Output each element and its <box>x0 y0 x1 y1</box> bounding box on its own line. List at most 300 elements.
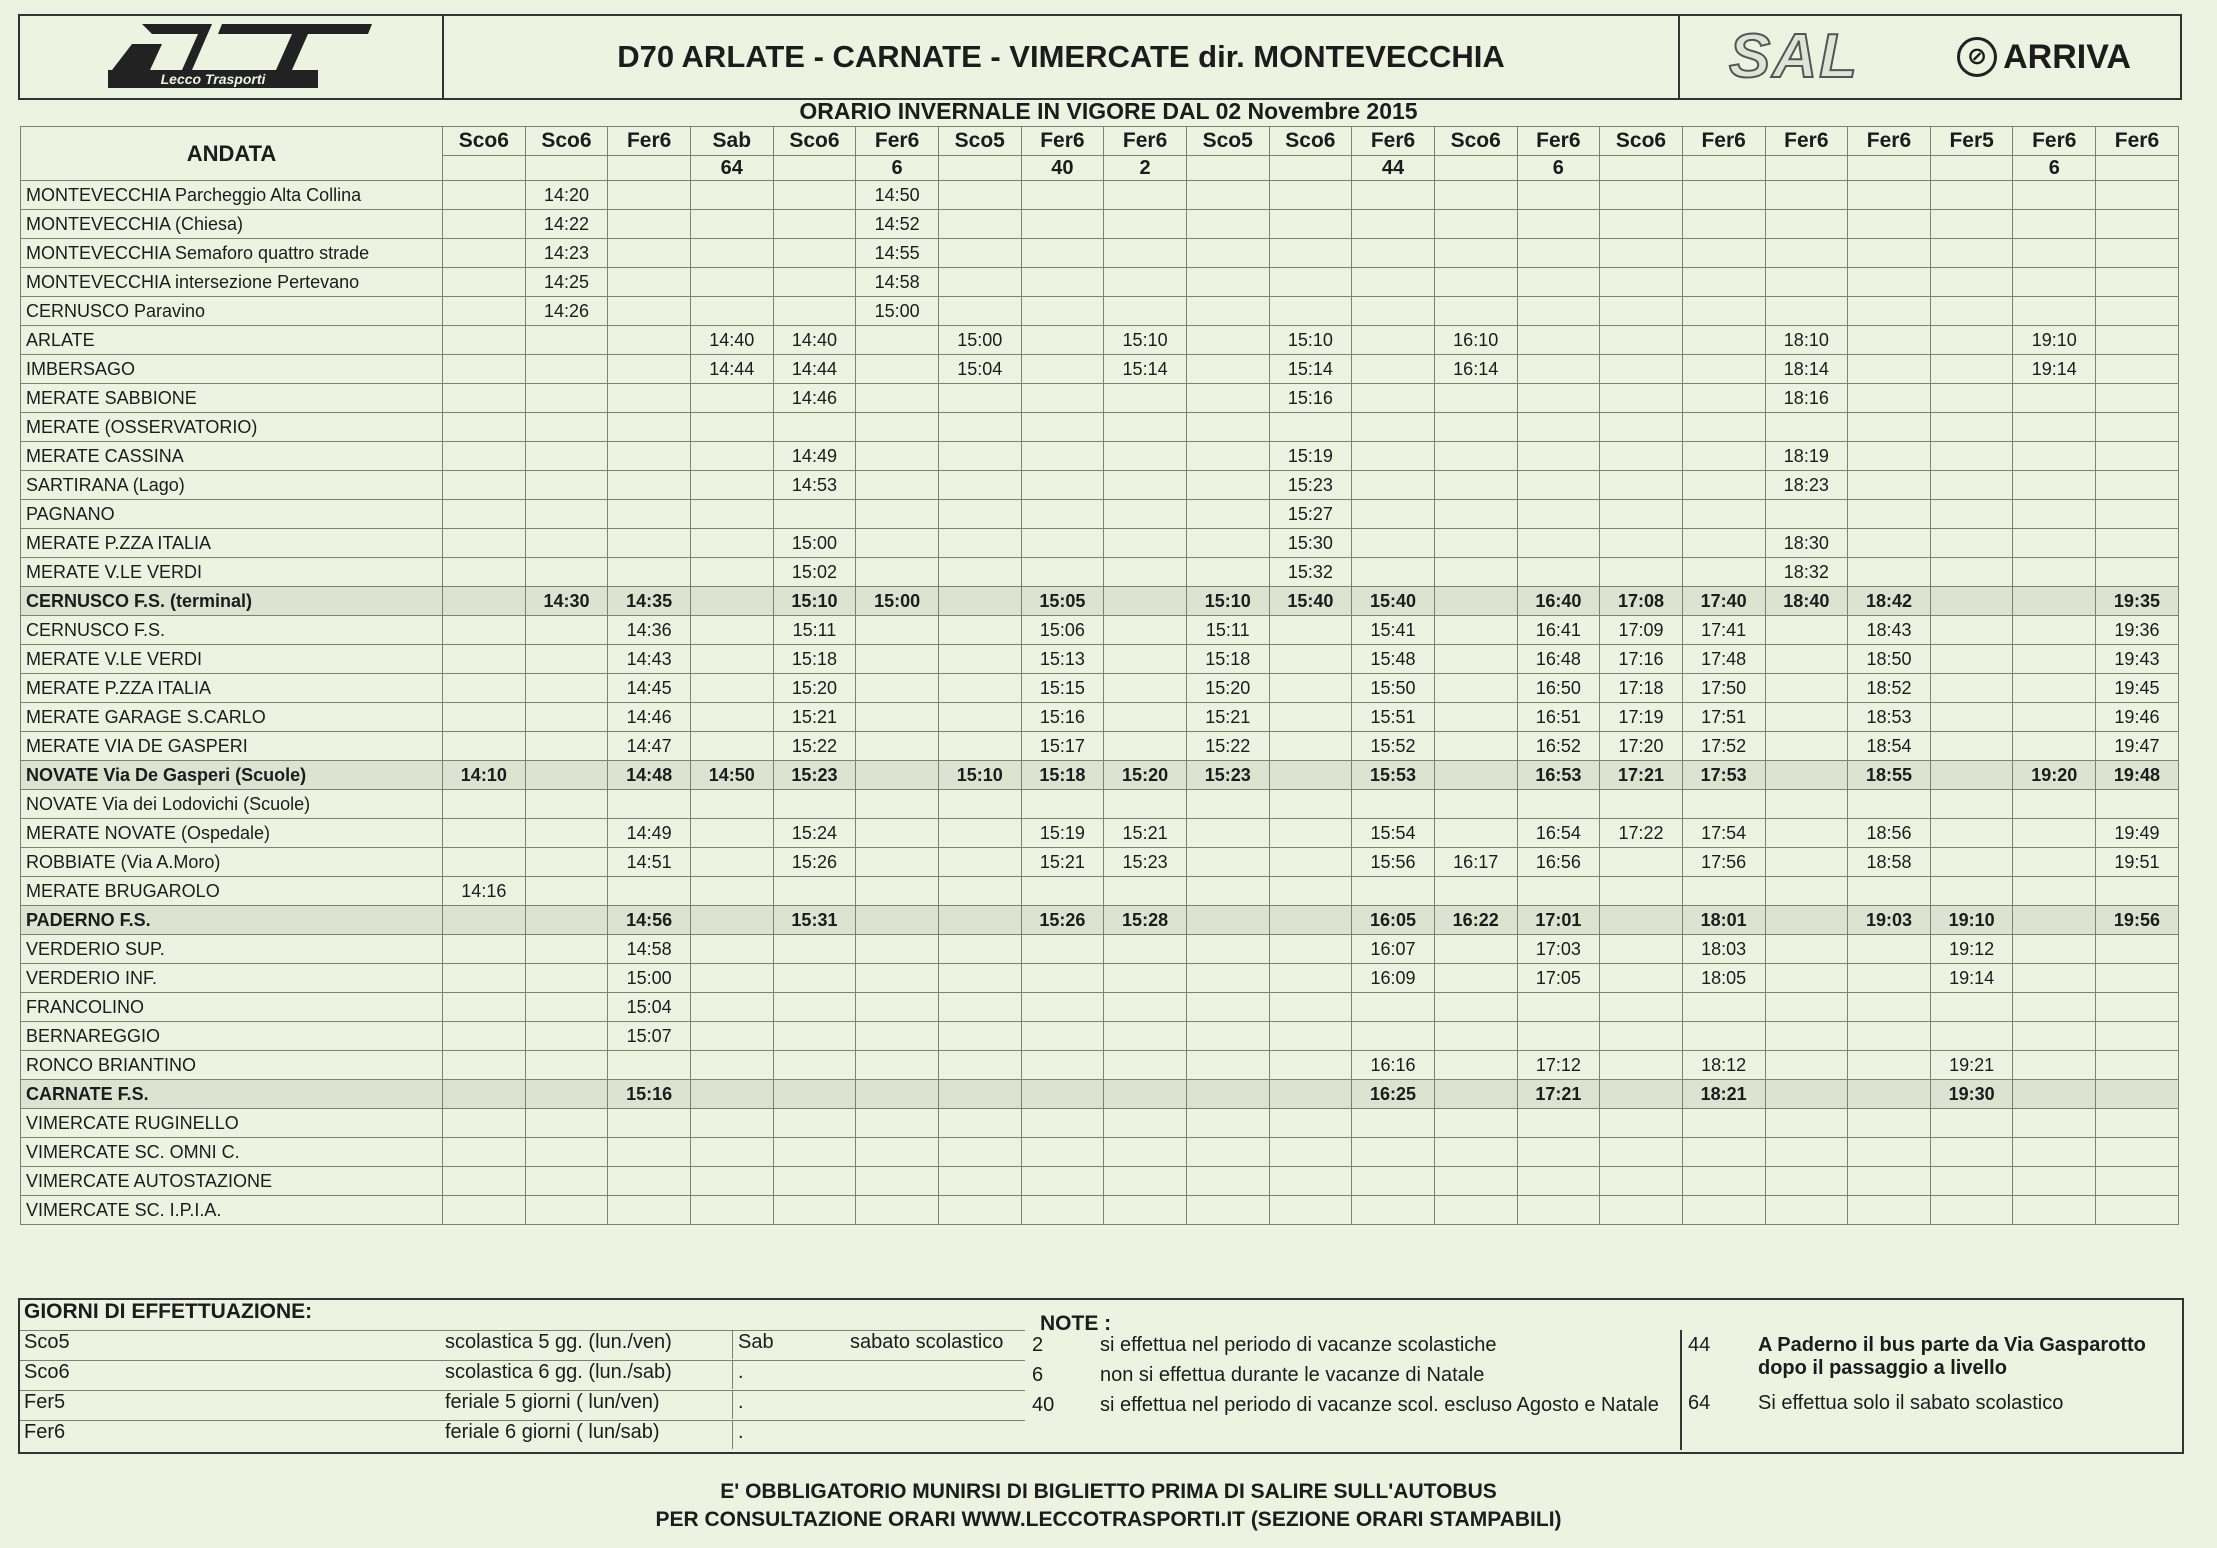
stop-name: CERNUSCO Paravino <box>21 297 443 326</box>
departure-time <box>2013 935 2096 964</box>
stop-row <box>21 761 2179 790</box>
departure-time: 16:41 <box>1517 616 1600 645</box>
departure-time <box>443 529 526 558</box>
departure-time <box>1682 1109 1765 1138</box>
departure-time <box>1104 674 1187 703</box>
departure-time: 14:46 <box>773 384 856 413</box>
departure-time <box>2013 442 2096 471</box>
departure-time <box>2096 500 2179 529</box>
departure-time: 15:22 <box>773 732 856 761</box>
departure-time <box>1269 181 1352 210</box>
note-text: non si effettua durante le vacanze di Natale <box>1100 1364 1485 1386</box>
legend-row <box>20 1420 1025 1449</box>
stop-row <box>21 732 2179 761</box>
departure-time: 14:56 <box>608 906 691 935</box>
departure-time <box>1517 268 1600 297</box>
departure-time <box>856 384 939 413</box>
departure-time <box>1848 181 1931 210</box>
departure-time <box>1104 413 1187 442</box>
departure-time <box>1104 500 1187 529</box>
departure-time <box>1269 1022 1352 1051</box>
stop-name: CERNUSCO F.S. (terminal) <box>21 587 443 616</box>
departure-time <box>773 935 856 964</box>
departure-time <box>1021 558 1104 587</box>
legend-code: Sco5 <box>24 1331 70 1353</box>
departure-time <box>525 1109 608 1138</box>
departure-time <box>690 964 773 993</box>
departure-time <box>1682 1167 1765 1196</box>
note-code: 2 <box>1032 1334 1044 1356</box>
departure-time <box>608 1109 691 1138</box>
departure-time <box>1600 1138 1683 1167</box>
departure-time <box>1434 877 1517 906</box>
departure-time <box>1021 210 1104 239</box>
note-ref-header: 2 <box>1104 156 1187 181</box>
departure-time <box>1021 355 1104 384</box>
departure-time <box>1765 616 1848 645</box>
departure-time: 19:56 <box>2096 906 2179 935</box>
departure-time <box>1021 442 1104 471</box>
departure-time: 15:30 <box>1269 529 1352 558</box>
departure-time: 16:51 <box>1517 703 1600 732</box>
departure-time <box>1765 210 1848 239</box>
departure-time <box>1517 500 1600 529</box>
departure-time <box>1269 1080 1352 1109</box>
departure-time <box>2013 500 2096 529</box>
departure-time <box>525 326 608 355</box>
departure-time <box>1104 1109 1187 1138</box>
departure-time: 19:35 <box>2096 587 2179 616</box>
direction-label: ANDATA <box>21 127 443 181</box>
departure-time <box>443 1109 526 1138</box>
departure-time <box>1269 732 1352 761</box>
departure-time: 15:23 <box>1104 848 1187 877</box>
departure-time: 15:27 <box>1269 500 1352 529</box>
stop-row <box>21 819 2179 848</box>
departure-time <box>1186 297 1269 326</box>
departure-time: 18:03 <box>1682 935 1765 964</box>
departure-time <box>690 790 773 819</box>
departure-time: 15:10 <box>1269 326 1352 355</box>
departure-time <box>1434 268 1517 297</box>
departure-time <box>2096 355 2179 384</box>
departure-time <box>1352 1138 1435 1167</box>
departure-time <box>938 877 1021 906</box>
departure-time <box>1434 790 1517 819</box>
departure-time: 18:01 <box>1682 906 1765 935</box>
stop-row <box>21 1022 2179 1051</box>
departure-time <box>2096 993 2179 1022</box>
departure-time <box>1104 587 1187 616</box>
departure-time: 16:54 <box>1517 819 1600 848</box>
departure-time: 19:36 <box>2096 616 2179 645</box>
departure-time <box>1186 1167 1269 1196</box>
departure-time <box>856 1080 939 1109</box>
departure-time <box>2013 1167 2096 1196</box>
lecco-trasporti-logo <box>20 16 444 98</box>
departure-time <box>1434 935 1517 964</box>
departure-time <box>1848 790 1931 819</box>
departure-time <box>1434 500 1517 529</box>
departure-time <box>1930 877 2013 906</box>
departure-time <box>1021 413 1104 442</box>
departure-time <box>773 413 856 442</box>
departure-time <box>525 529 608 558</box>
departure-time <box>608 471 691 500</box>
departure-time <box>1930 761 2013 790</box>
departure-time: 14:52 <box>856 210 939 239</box>
departure-time <box>2013 877 2096 906</box>
departure-time <box>525 471 608 500</box>
departure-time <box>1434 181 1517 210</box>
departure-time <box>1021 181 1104 210</box>
departure-time <box>773 964 856 993</box>
departure-time: 16:25 <box>1352 1080 1435 1109</box>
departure-time: 15:16 <box>608 1080 691 1109</box>
departure-time <box>1021 1080 1104 1109</box>
departure-time: 19:49 <box>2096 819 2179 848</box>
departure-time <box>773 1109 856 1138</box>
departure-time <box>1930 268 2013 297</box>
departure-time: 16:48 <box>1517 645 1600 674</box>
legend-row <box>20 1390 1025 1419</box>
departure-time <box>856 761 939 790</box>
departure-time: 18:05 <box>1682 964 1765 993</box>
departure-time: 19:10 <box>1930 906 2013 935</box>
day-type-header: Sab <box>690 127 773 156</box>
departure-time: 15:19 <box>1269 442 1352 471</box>
departure-time: 17:18 <box>1600 674 1683 703</box>
departure-time <box>2013 529 2096 558</box>
departure-time <box>1352 181 1435 210</box>
departure-time: 18:54 <box>1848 732 1931 761</box>
note-ref-header <box>1269 156 1352 181</box>
departure-time <box>1517 413 1600 442</box>
departure-time <box>1269 761 1352 790</box>
day-type-header: Fer6 <box>2013 127 2096 156</box>
departure-time <box>2013 906 2096 935</box>
departure-time <box>2013 848 2096 877</box>
departure-time <box>1930 645 2013 674</box>
day-type-header: Fer6 <box>1848 127 1931 156</box>
departure-time <box>1600 558 1683 587</box>
departure-time <box>690 1109 773 1138</box>
departure-time: 14:25 <box>525 268 608 297</box>
departure-time <box>856 906 939 935</box>
departure-time: 15:00 <box>856 587 939 616</box>
departure-time <box>1352 529 1435 558</box>
departure-time <box>1600 529 1683 558</box>
note-code: 64 <box>1688 1392 1711 1414</box>
departure-time: 17:40 <box>1682 587 1765 616</box>
departure-time: 15:20 <box>1104 761 1187 790</box>
departure-time <box>856 471 939 500</box>
departure-time <box>938 268 1021 297</box>
departure-time <box>608 558 691 587</box>
departure-time <box>773 210 856 239</box>
departure-time <box>1021 993 1104 1022</box>
departure-time <box>1269 819 1352 848</box>
departure-time <box>2096 268 2179 297</box>
departure-time: 18:56 <box>1848 819 1931 848</box>
departure-time: 18:42 <box>1848 587 1931 616</box>
departure-time: 15:17 <box>1021 732 1104 761</box>
stop-name: MERATE NOVATE (Ospedale) <box>21 819 443 848</box>
stop-row <box>21 587 2179 616</box>
departure-time <box>690 906 773 935</box>
stop-row <box>21 181 2179 210</box>
sal-logo-text: SAL <box>1729 22 1860 91</box>
departure-time <box>938 1138 1021 1167</box>
stop-name: MONTEVECCHIA (Chiesa) <box>21 210 443 239</box>
stop-row <box>21 848 2179 877</box>
departure-time: 14:30 <box>525 587 608 616</box>
notes-divider <box>1680 1330 1682 1450</box>
departure-time <box>1765 1138 1848 1167</box>
departure-time: 15:26 <box>1021 906 1104 935</box>
departure-time <box>1434 442 1517 471</box>
departure-time: 15:00 <box>938 326 1021 355</box>
departure-time <box>1848 210 1931 239</box>
departure-time <box>1600 1051 1683 1080</box>
departure-time <box>1765 1109 1848 1138</box>
departure-time <box>1765 268 1848 297</box>
departure-time <box>1352 471 1435 500</box>
departure-time <box>525 355 608 384</box>
departure-time: 15:10 <box>773 587 856 616</box>
departure-time <box>1434 616 1517 645</box>
stop-name: IMBERSAGO <box>21 355 443 384</box>
departure-time <box>690 616 773 645</box>
departure-time <box>1517 993 1600 1022</box>
departure-time <box>1104 210 1187 239</box>
departure-time <box>690 181 773 210</box>
departure-time <box>2096 413 2179 442</box>
departure-time <box>1765 819 1848 848</box>
departure-time: 19:48 <box>2096 761 2179 790</box>
stop-name: VIMERCATE AUTOSTAZIONE <box>21 1167 443 1196</box>
departure-time <box>1186 877 1269 906</box>
departure-time <box>1186 819 1269 848</box>
departure-time <box>1765 297 1848 326</box>
departure-time <box>1930 587 2013 616</box>
day-type-header: Sco6 <box>525 127 608 156</box>
departure-time <box>1269 703 1352 732</box>
departure-time: 15:21 <box>1104 819 1187 848</box>
departure-time <box>773 993 856 1022</box>
departure-time <box>2096 529 2179 558</box>
departure-time: 15:13 <box>1021 645 1104 674</box>
stop-name: MERATE BRUGAROLO <box>21 877 443 906</box>
departure-time: 14:50 <box>856 181 939 210</box>
departure-time <box>1104 268 1187 297</box>
departure-time <box>856 877 939 906</box>
departure-time: 14:46 <box>608 703 691 732</box>
departure-time <box>443 1080 526 1109</box>
departure-time <box>2013 210 2096 239</box>
departure-time <box>2013 239 2096 268</box>
departure-time <box>1600 239 1683 268</box>
departure-time <box>1930 355 2013 384</box>
departure-time <box>1352 1196 1435 1225</box>
departure-time <box>2096 1138 2179 1167</box>
departure-time <box>1930 848 2013 877</box>
departure-time <box>443 645 526 674</box>
departure-time <box>2096 326 2179 355</box>
departure-time: 19:14 <box>1930 964 2013 993</box>
departure-time <box>1434 297 1517 326</box>
departure-time <box>1021 1109 1104 1138</box>
departure-time: 16:53 <box>1517 761 1600 790</box>
departure-time <box>1682 326 1765 355</box>
departure-time <box>856 790 939 819</box>
departure-time: 14:43 <box>608 645 691 674</box>
departure-time <box>1352 355 1435 384</box>
departure-time <box>525 906 608 935</box>
departure-time <box>2013 1109 2096 1138</box>
header <box>18 14 2182 100</box>
departure-time <box>1021 239 1104 268</box>
departure-time <box>1682 993 1765 1022</box>
departure-time <box>1848 529 1931 558</box>
stop-row <box>21 877 2179 906</box>
departure-time <box>1352 1167 1435 1196</box>
departure-time: 18:40 <box>1765 587 1848 616</box>
departure-time <box>608 384 691 413</box>
departure-time: 18:23 <box>1765 471 1848 500</box>
departure-time <box>2096 239 2179 268</box>
departure-time <box>1434 529 1517 558</box>
departure-time <box>1682 442 1765 471</box>
departure-time: 16:10 <box>1434 326 1517 355</box>
departure-time <box>1930 1167 2013 1196</box>
departure-time <box>1434 1167 1517 1196</box>
departure-time <box>1682 268 1765 297</box>
day-type-header: Sco6 <box>773 127 856 156</box>
note-ref-header <box>2096 156 2179 181</box>
departure-time: 17:20 <box>1600 732 1683 761</box>
legend-box <box>18 1298 2184 1454</box>
departure-time <box>938 964 1021 993</box>
legend-code-2: . <box>738 1361 744 1383</box>
departure-time <box>525 674 608 703</box>
departure-time <box>938 384 1021 413</box>
departure-time <box>525 1080 608 1109</box>
departure-time <box>2013 819 2096 848</box>
note-ref-header: 6 <box>1517 156 1600 181</box>
departure-time: 18:14 <box>1765 355 1848 384</box>
departure-time <box>1434 239 1517 268</box>
departure-time <box>1186 1022 1269 1051</box>
departure-time <box>1600 1167 1683 1196</box>
departure-time <box>773 268 856 297</box>
departure-time: 14:55 <box>856 239 939 268</box>
departure-time <box>1104 964 1187 993</box>
departure-time: 14:44 <box>690 355 773 384</box>
departure-time <box>1021 964 1104 993</box>
departure-time <box>443 268 526 297</box>
departure-time <box>1186 326 1269 355</box>
departure-time <box>1021 1167 1104 1196</box>
departure-time <box>938 1022 1021 1051</box>
departure-time: 15:32 <box>1269 558 1352 587</box>
departure-time <box>1104 297 1187 326</box>
departure-time <box>1352 297 1435 326</box>
legend-code: Fer5 <box>24 1391 66 1413</box>
departure-time: 14:58 <box>608 935 691 964</box>
departure-time <box>856 616 939 645</box>
departure-time: 18:55 <box>1848 761 1931 790</box>
day-type-header: Fer6 <box>1021 127 1104 156</box>
departure-time: 14:50 <box>690 761 773 790</box>
departure-time: 15:54 <box>1352 819 1435 848</box>
stop-name: MERATE (OSSERVATORIO) <box>21 413 443 442</box>
departure-time <box>608 877 691 906</box>
departure-time <box>525 558 608 587</box>
departure-time <box>1765 1196 1848 1225</box>
departure-time <box>690 529 773 558</box>
departure-time <box>2096 1022 2179 1051</box>
departure-time <box>1848 964 1931 993</box>
departure-time: 19:21 <box>1930 1051 2013 1080</box>
departure-time <box>1186 413 1269 442</box>
stop-name: NOVATE Via dei Lodovichi (Scuole) <box>21 790 443 819</box>
departure-time <box>1434 558 1517 587</box>
legend-desc: scolastica 5 gg. (lun./ven) <box>445 1331 672 1353</box>
stop-row <box>21 964 2179 993</box>
departure-time <box>2013 181 2096 210</box>
departure-time <box>1186 384 1269 413</box>
departure-time <box>1186 1138 1269 1167</box>
departure-time <box>1021 471 1104 500</box>
departure-time <box>1517 790 1600 819</box>
departure-time <box>1600 906 1683 935</box>
departure-time <box>1600 181 1683 210</box>
legend-divider <box>732 1391 733 1419</box>
departure-time <box>2013 268 2096 297</box>
departure-time: 15:48 <box>1352 645 1435 674</box>
departure-time <box>1765 906 1848 935</box>
departure-time <box>1352 239 1435 268</box>
departure-time <box>938 906 1021 935</box>
day-type-header: Fer6 <box>1104 127 1187 156</box>
departure-time: 19:51 <box>2096 848 2179 877</box>
departure-time <box>1434 964 1517 993</box>
departure-time <box>1269 674 1352 703</box>
departure-time <box>1517 384 1600 413</box>
departure-time <box>608 181 691 210</box>
departure-time <box>2013 674 2096 703</box>
departure-time <box>1434 384 1517 413</box>
departure-time <box>2013 616 2096 645</box>
departure-time <box>690 558 773 587</box>
departure-time <box>1765 1167 1848 1196</box>
departure-time <box>1021 500 1104 529</box>
departure-time <box>1930 993 2013 1022</box>
departure-time <box>1021 297 1104 326</box>
departure-time <box>1930 181 2013 210</box>
departure-time <box>2013 790 2096 819</box>
departure-time <box>1021 1051 1104 1080</box>
departure-time <box>2096 935 2179 964</box>
departure-time <box>443 674 526 703</box>
departure-time: 15:40 <box>1269 587 1352 616</box>
departure-time <box>1682 790 1765 819</box>
departure-time <box>938 674 1021 703</box>
departure-time <box>2096 1080 2179 1109</box>
departure-time <box>856 732 939 761</box>
note-ref-header <box>773 156 856 181</box>
